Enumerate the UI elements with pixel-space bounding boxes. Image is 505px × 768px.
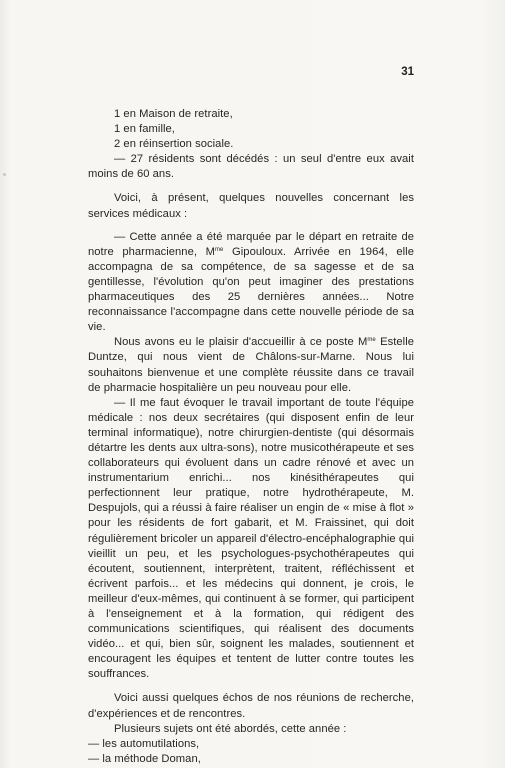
paragraph-voici-services: Voici, à présent, quelques nouvelles concernant les services médicaux : xyxy=(88,192,414,220)
paragraph-echos: Voici aussi quelques échos de nos réunions de recherche, d'expériences et de rencontres. xyxy=(88,692,414,720)
superscript: me xyxy=(214,246,224,253)
list-line-famille: 1 en famille, xyxy=(114,123,175,136)
paragraph-accueil xyxy=(88,335,414,395)
list-line-retraite: 1 en Maison de retraite, xyxy=(114,108,233,120)
text-segment: Estelle Duntze, qui nous vient de Châlons-sur-Marne. Nous lui souhaitons bienvenue et une complète réussite dans ce travail de pharmacie hospitalière un peu nouveau pour elle. xyxy=(88,336,415,394)
text-segment: Gipouloux. Arrivée en 1964, elle accompagna de sa compétence, de sa sagesse et de sa gentillesse, l'évolution qu'on peut imaginer des prestations pharmaceutiques des 25 dernières années... Notre reconnaissance l'accompagne dans cette nouvelle période de sa vie. xyxy=(88,245,414,334)
paragraph-equipe-medicale: — Il me faut évoquer le travail important de toute l'équipe médicale : nos deux secrétaires (qui disposent enfin de leur terminal informatique), notre chirurgien-dentiste (qui désormais détartre les dents aux ultra-sons), notre musicothérapeute et ses collaborateurs qui évoluent dans un cadre rénové et avec un instrumentarium enrichi... nos kinésithérapeutes qui perfectionnent leur pratique, notre hydrothérapeute, M. Despujols, qui a réussi à faire réaliser un engin de « mise à flot » pour les résidents de fort gabarit, et M. Fraissinet, qui doit régulièrement bricoler un appareil d'électro-encéphalographie qui vieillit un peu, et les psychologues-psychothérapeutes qui écoutent, soutiennent, interprètent, traitent, réfléchissent et écrivent parfois... et les médecins qui donnent, je crois, le meilleur d'eux-mêmes, qui continuent à se former, qui participent à l'enseignement et à la formation, qui rédigent des communications scientifiques, qui réalisent des documents vidéo... et qui, bien sûr, soignent les malades, soutiennent et encouragent les équipes et tentent de lutter contre toutes les souffrances. xyxy=(88,396,414,681)
paragraph-depart-retraite xyxy=(88,230,414,336)
paragraph-deces: — 27 résidents sont décédés : un seul d'entre eux avait moins de 60 ans. xyxy=(88,153,414,181)
bullet-automutilations: — les automutilations, xyxy=(88,737,200,750)
bullet-methode-doman: — la méthode Doman, xyxy=(88,752,201,765)
text-segment: — Cette année a été marquée par le départ en retraite de notre pharmacienne, M xyxy=(88,230,414,258)
superscript: me xyxy=(367,337,376,344)
paragraph-sujets: Plusieurs sujets ont été abordés, cette année : xyxy=(114,722,347,735)
list-line-reinsertion: 2 en réinsertion sociale. xyxy=(114,138,234,151)
body-text xyxy=(88,107,414,767)
text-segment: Nous avons eu le plaisir d'accueillir à ce poste M xyxy=(114,336,368,349)
page-number: 31 xyxy=(401,66,414,78)
binding-mark xyxy=(3,173,6,176)
